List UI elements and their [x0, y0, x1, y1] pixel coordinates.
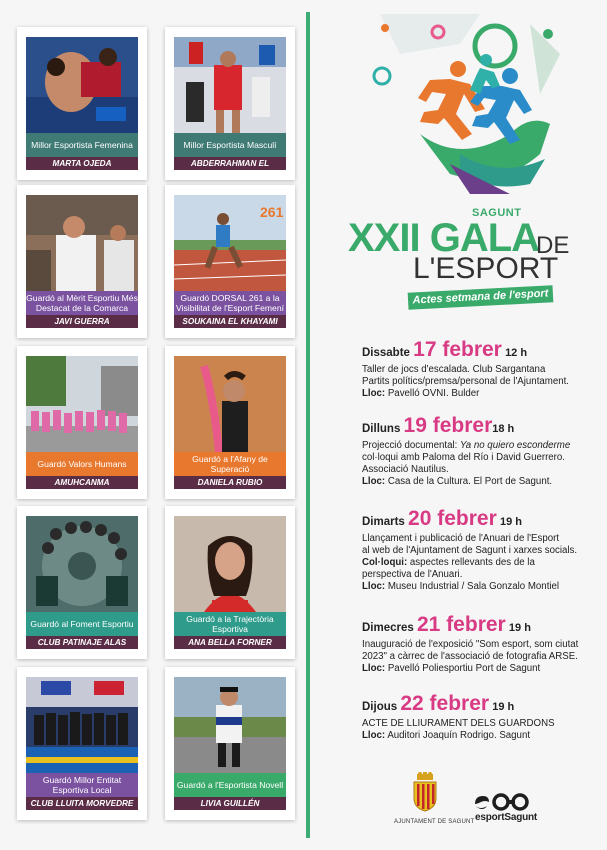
event-3-line-3: aspectes rellevants des de la [407, 557, 535, 568]
award-title-2: Millor Esportista Masculí [174, 133, 286, 157]
event-4 [362, 614, 602, 675]
ajuntament-crest-icon [411, 772, 439, 812]
event-3-colloqui-label: Col·loqui: [362, 557, 408, 568]
award-title-3: Guardó al Mèrit Esportiu Més Destacat de la Comarca [26, 293, 138, 313]
event-hour-5: 19 h [492, 701, 515, 713]
event-3 [362, 508, 602, 593]
award-card-8 [165, 506, 295, 659]
award-title-1: Millor Esportista Femenina [26, 133, 138, 157]
city-label: SAGUNT [472, 207, 522, 219]
award-photo-2 [174, 37, 286, 133]
award-photo-4 [174, 195, 286, 291]
event-3-line-4: perspectiva de l'Anuari. [362, 569, 463, 580]
event-2-film-title: Ya no quiero esconderme [460, 440, 571, 451]
event-4-place: Pavelló Poliesportiu Port de Sagunt [387, 663, 541, 674]
event-2-place-label: Lloc: [362, 476, 386, 487]
event-2-line-2: col·loqui amb Paloma del Río i David Guerrero. [362, 452, 565, 463]
gala-title: XXII GALA [348, 216, 540, 260]
award-photo-8 [174, 516, 286, 612]
award-card-5 [17, 346, 147, 499]
winner-name-2: ABDERRAHMAN EL KHAYAMI [174, 157, 286, 170]
esport-sagunt-logo-icon [471, 792, 531, 812]
event-day-2: Dilluns [362, 423, 401, 435]
award-photo-5 [26, 356, 138, 452]
ajuntament-label: AJUNTAMENT DE SAGUNT [394, 819, 475, 825]
award-card-1 [17, 27, 147, 180]
award-card-6 [165, 346, 295, 499]
event-1-line-1: Taller de jocs d'escalada. Club Sargantana [362, 364, 546, 375]
event-day-3: Dimarts [362, 516, 405, 528]
event-date-2: 19 febrer [403, 414, 493, 437]
event-4-line-2: 2023" a càrrec de l'associació de fotografia ARSE. [362, 651, 578, 662]
award-photo-6 [174, 356, 286, 452]
event-hour-2: 18 h [492, 423, 515, 435]
event-day-1: Dissabte [362, 347, 410, 359]
event-date-1: 17 febrer [413, 338, 502, 361]
winner-name-4: SOUKAINA EL KHAYAMI [174, 315, 286, 328]
event-2-line-1a: Projecció documental: [362, 440, 461, 451]
event-3-line-1: Llançament i publicació de l'Anuari de l'Esport [362, 533, 560, 544]
award-title-5: Guardó Valors Humans [26, 452, 138, 476]
award-title-6: Guardó a l'Afany de Superació [174, 452, 286, 476]
event-4-line-1: Inauguració de l'exposició "Som esport, som ciutat [362, 639, 579, 650]
award-card-10 [165, 667, 295, 820]
event-5-place: Auditori Joaquín Rodrigo. Sagunt [387, 730, 531, 741]
award-photo-10 [174, 677, 286, 773]
event-2-line-3: Associació Nautilus. [362, 464, 449, 475]
esport-sagunt-label: esportSagunt [475, 812, 538, 823]
award-photo-1 [26, 37, 138, 133]
event-5 [362, 693, 602, 742]
winner-name-6: DANIELA RUBIO [174, 476, 286, 489]
event-date-3: 20 febrer [408, 507, 497, 530]
award-title-8: Guardó a la Trajectòria Esportiva [174, 612, 286, 636]
award-card-9 [17, 667, 147, 820]
event-1-place: Pavelló OVNI. Bulder [387, 388, 480, 399]
event-2 [362, 415, 602, 488]
event-3-place: Museu Industrial / Sala Gonzalo Montiel [387, 581, 560, 592]
award-card-4 [165, 185, 295, 338]
award-title-4: Guardó DORSAL 261 a la Visibilitat de l'Esport Femení [176, 293, 284, 313]
award-card-2 [165, 27, 295, 180]
award-card-7 [17, 506, 147, 659]
event-4-place-label: Lloc: [362, 663, 386, 674]
winner-name-9: CLUB LLUITA MORVEDRE [26, 797, 138, 810]
event-3-place-label: Lloc: [362, 581, 386, 592]
dorsal-261-badge: 261 [260, 204, 284, 220]
winner-name-10: LIVIA GUILLÉN [174, 797, 286, 810]
award-title-7: Guardó al Foment Esportiu [26, 612, 138, 636]
award-photo-3 [26, 195, 138, 291]
event-1-line-2: Partits polítics/premsa/personal de l'Ajuntament. [362, 376, 569, 387]
event-hour-4: 19 h [508, 622, 531, 634]
event-day-4: Dimecres [362, 622, 414, 634]
event-5-place-label: Lloc: [362, 730, 386, 741]
tagline-banner: Actes setmana de l'esport [408, 285, 554, 310]
event-1-place-label: Lloc: [362, 388, 386, 399]
winner-name-8: ANA BELLA FORNER [174, 636, 286, 649]
award-title-9: Guardó Millor Entitat Esportiva Local [26, 773, 138, 797]
event-5-line-1: ACTE DE LLIURAMENT DELS GUARDONS [362, 718, 555, 729]
award-card-3 [17, 185, 147, 338]
award-photo-7 [26, 516, 138, 612]
winner-name-7: CLUB PATINAJE ALAS SAGUNTO [26, 636, 138, 649]
award-title-10: Guardó a l'Esportista Novell [174, 773, 286, 797]
event-hour-1: 12 h [505, 347, 528, 359]
event-hour-3: 19 h [499, 516, 522, 528]
winner-name-5: AMUHCANMA [26, 476, 138, 489]
event-1 [362, 339, 602, 400]
event-2-place: Casa de la Cultura. El Port de Sagunt. [387, 476, 553, 487]
runners-illustration [360, 14, 560, 194]
event-day-5: Dijous [362, 701, 398, 713]
gala-title-esport: L'ESPORT [413, 252, 559, 285]
event-date-5: 22 febrer [400, 692, 490, 715]
winner-name-3: JAVI GUERRA [26, 315, 138, 328]
gala-title-de: DE [536, 232, 570, 259]
award-photo-9 [26, 677, 138, 773]
winner-name-1: MARTA OJEDA [26, 157, 138, 170]
event-date-4: 21 febrer [417, 613, 506, 636]
event-3-line-2: al web de l'Ajuntament de Sagunt i xarxes socials. [362, 545, 578, 556]
divider-line [306, 12, 310, 838]
